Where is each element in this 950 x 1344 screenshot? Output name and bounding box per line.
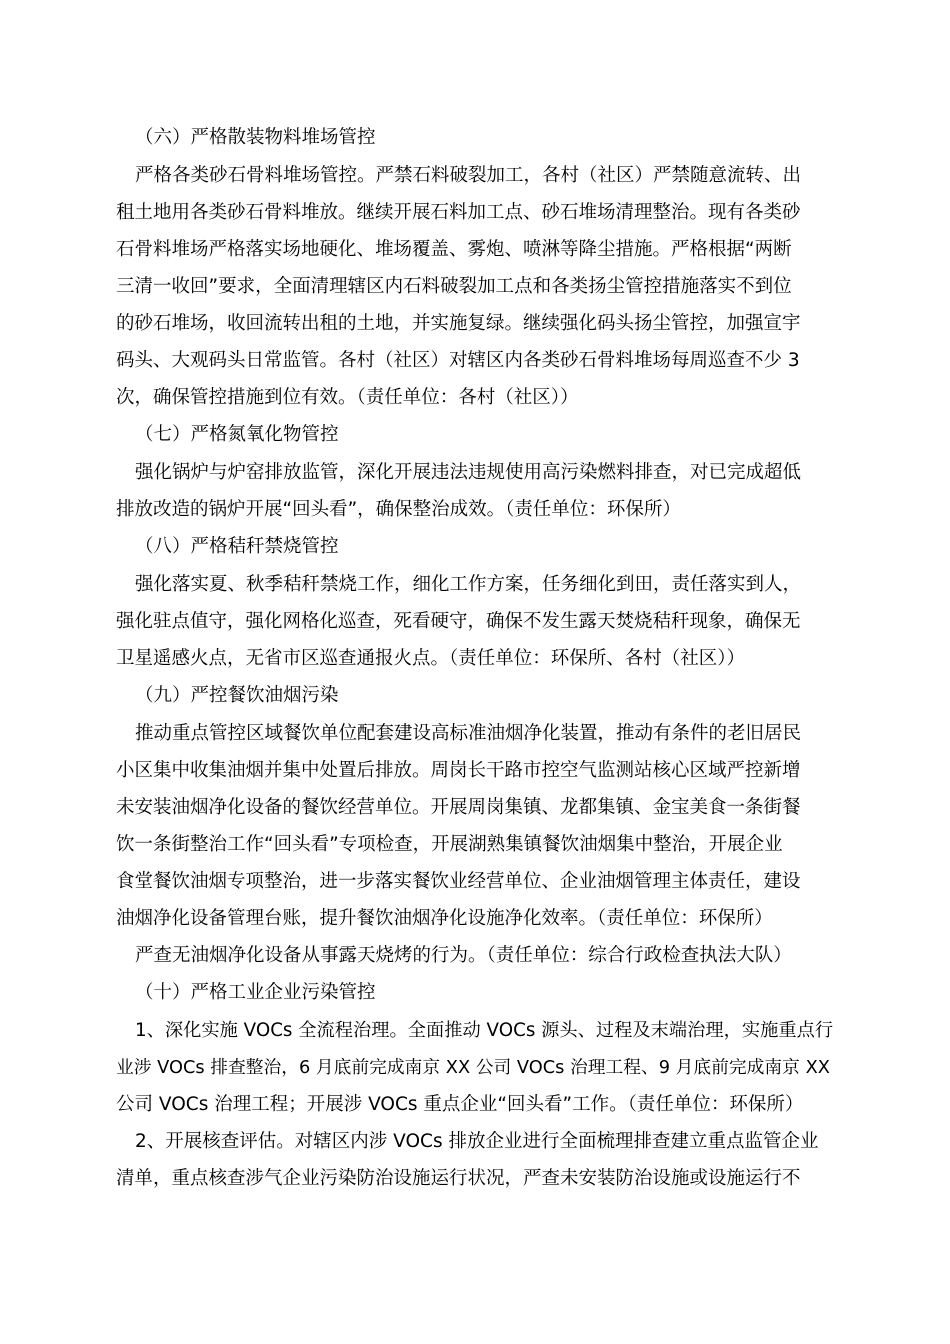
section-heading-9: （九）严控餐饮油烟污染 bbox=[135, 685, 339, 706]
paragraph-line: 饮一条街整治工作“回头看”专项检查，开展湖熟集镇餐饮油烟集中整治，开展企业 bbox=[116, 834, 783, 855]
section-heading-10: （十）严格工业企业污染管控 bbox=[135, 982, 376, 1003]
paragraph-line: 租土地用各类砂石骨料堆放。继续开展石料加工点、砂石堆场清理整治。现有各类砂 bbox=[116, 202, 801, 223]
section-heading-8: （八）严格秸秆禁烧管控 bbox=[135, 536, 339, 557]
paragraph-line: 严查无油烟净化设备从事露天烧烤的行为。（责任单位：综合行政检查执法大队） bbox=[135, 945, 792, 966]
paragraph-line: 小区集中收集油烟并集中处置后排放。周岗长干路市控空气监测站核心区域严控新增 bbox=[116, 760, 801, 781]
paragraph-line: 食堂餐饮油烟专项整治，进一步落实餐饮业经营单位、企业油烟管理主体责任，建设 bbox=[116, 871, 801, 892]
paragraph-line: 次，确保管控措施到位有效。（责任单位：各村（社区）） bbox=[116, 387, 579, 408]
paragraph-line: 未安装油烟净化设备的餐饮经营单位。开展周岗集镇、龙都集镇、金宝美食一条街餐 bbox=[116, 797, 801, 818]
paragraph-line: 清单，重点核查涉气企业污染防治设施运行状况，严查未安装防治设施或设施运行不 bbox=[116, 1168, 801, 1189]
paragraph-line: 三清一收回”要求，全面清理辖区内石料破裂加工点和各类扬尘管控措施落实不到位 bbox=[116, 276, 792, 297]
paragraph-line: 油烟净化设备管理台账，提升餐饮油烟净化设施净化效率。（责任单位：环保所） bbox=[116, 908, 773, 929]
paragraph-line: 强化锅炉与炉窑排放监管，深化开展违法违规使用高污染燃料排查，对已完成超低 bbox=[135, 462, 802, 483]
paragraph-line: 强化驻点值守，强化网格化巡查，死看硬守，确保不发生露天焚烧秸秆现象，确保无 bbox=[116, 611, 801, 632]
paragraph-line: 强化落实夏、秋季秸秆禁烧工作，细化工作方案，任务细化到田，责任落实到人， bbox=[135, 574, 802, 595]
section-heading-6: （六）严格散装物料堆场管控 bbox=[135, 127, 376, 148]
paragraph-line: 2、开展核查评估。对辖区内涉 VOCs 排放企业进行全面梳理排查建立重点监管企业 bbox=[135, 1131, 819, 1152]
paragraph-line: 1、深化实施 VOCs 全流程治理。全面推动 VOCs 源头、过程及末端治理，实施重点行 bbox=[135, 1020, 834, 1041]
paragraph-line: 石骨料堆场严格落实场地硬化、堆场覆盖、雾炮、喷淋等降尘措施。严格根据“两断 bbox=[116, 239, 792, 260]
paragraph-line: 的砂石堆场，收回流转出租的土地，并实施复绿。继续强化码头扬尘管控，加强宣宇 bbox=[116, 313, 801, 334]
paragraph-line: 卫星遥感火点，无省市区巡查通报火点。（责任单位：环保所、各村（社区）） bbox=[116, 648, 746, 669]
paragraph-line: 公司 VOCs 治理工程；开展涉 VOCs 重点企业“回头看”工作。（责任单位：环保所） bbox=[116, 1094, 804, 1115]
paragraph-line: 码头、大观码头日常监管。各村（社区）对辖区内各类砂石骨料堆场每周巡查不少 3 bbox=[116, 350, 800, 371]
paragraph-line: 排放改造的锅炉开展“回头看”，确保整治成效。（责任单位：环保所） bbox=[116, 499, 681, 520]
paragraph-line: 推动重点管控区域餐饮单位配套建设高标准油烟净化装置，推动有条件的老旧居民 bbox=[135, 723, 802, 744]
paragraph-line: 业涉 VOCs 排查整治，6 月底前完成南京 XX 公司 VOCs 治理工程、9 月底前完成南京 XX bbox=[116, 1058, 830, 1078]
paragraph-line: 严格各类砂石骨料堆场管控。严禁石料破裂加工，各村（社区）严禁随意流转、出 bbox=[135, 165, 802, 186]
section-heading-7: （七）严格氮氧化物管控 bbox=[135, 424, 339, 445]
